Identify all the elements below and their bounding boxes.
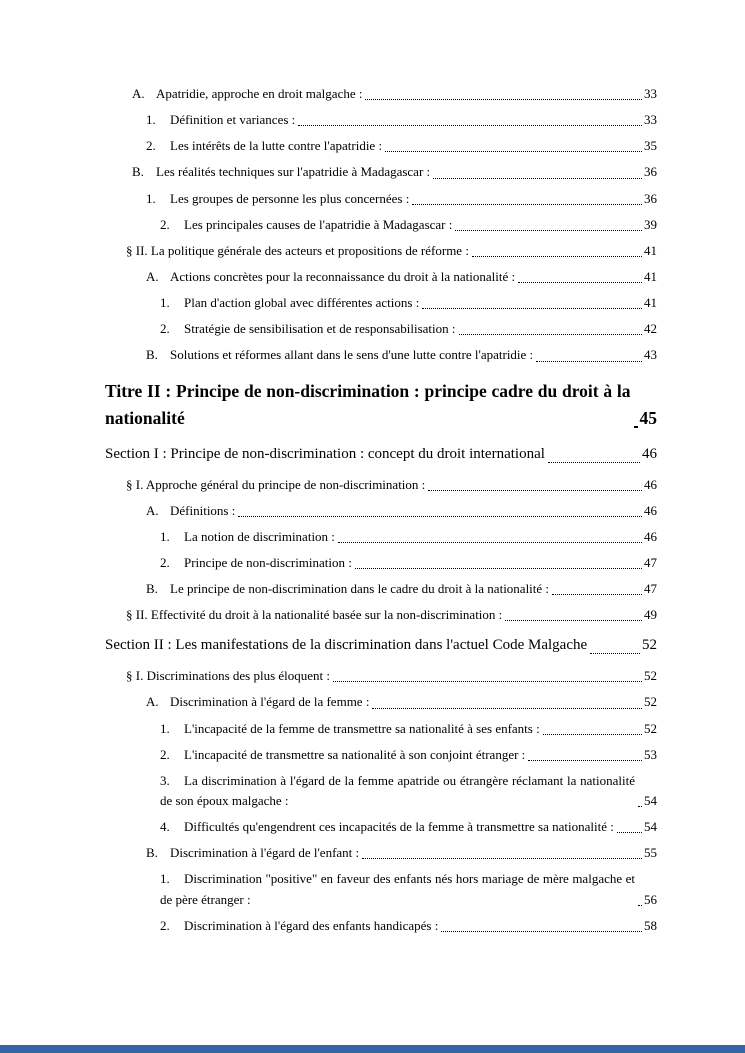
toc-entry xyxy=(160,817,657,837)
toc-entry xyxy=(126,666,657,686)
toc-page-number: 45 xyxy=(639,408,657,429)
toc-entry-content xyxy=(126,605,502,625)
toc-entry xyxy=(146,267,657,287)
toc-entry xyxy=(146,110,657,130)
toc-entry-content xyxy=(160,215,452,235)
toc-entry-label: A. xyxy=(146,268,159,284)
dot-leader xyxy=(505,620,642,621)
toc-entry xyxy=(160,319,657,339)
toc-entry-text: Discrimination à l'égard de la femme : xyxy=(170,694,370,710)
toc-entry-content xyxy=(160,527,335,547)
toc-entry-label: A. xyxy=(146,694,159,710)
toc-entry-text: Les réalités techniques sur l'apatridie à Madagascar : xyxy=(156,164,431,180)
dot-leader xyxy=(333,681,642,682)
toc-entry-label: 2. xyxy=(160,746,170,762)
toc-entry-label: B. xyxy=(132,164,144,180)
toc-page-number: 52 xyxy=(644,668,657,684)
toc-entry-content xyxy=(132,84,362,104)
toc-entry-text: Actions concrètes pour la reconnaissance du droit à la nationalité : xyxy=(170,268,516,284)
toc-entry-content xyxy=(146,189,409,209)
toc-page-number: 55 xyxy=(644,845,657,861)
dot-leader xyxy=(543,734,642,735)
dot-leader xyxy=(617,832,642,833)
toc-entry-text: L'incapacité de transmettre sa nationalité à son conjoint étranger : xyxy=(184,746,526,762)
toc-page-number: 35 xyxy=(644,138,657,154)
toc-entry xyxy=(160,916,657,936)
dot-leader xyxy=(472,256,642,257)
toc-entry-text: § II. La politique générale des acteurs et propositions de réforme : xyxy=(126,242,469,258)
toc-entry-content xyxy=(146,267,515,287)
dot-leader xyxy=(552,594,642,595)
dot-leader xyxy=(518,282,642,283)
toc-page-number: 41 xyxy=(644,268,657,284)
dot-leader xyxy=(528,760,642,761)
toc-page-number: 43 xyxy=(644,347,657,363)
toc-entry-text: § II. Effectivité du droit à la nationalité basée sur la non-discrimination : xyxy=(126,607,503,623)
dot-leader xyxy=(536,361,642,362)
toc-entry-content xyxy=(160,745,525,765)
dot-leader xyxy=(590,653,640,654)
toc-entry-content xyxy=(126,241,469,261)
toc-entry-text: Difficultés qu'engendrent ces incapacités de la femme à transmettre sa nationalité : xyxy=(184,819,614,835)
toc-entry-content xyxy=(126,666,330,686)
toc-entry xyxy=(146,843,657,863)
toc-entry-text: La discrimination à l'égard de la femme apatride ou étrangère réclamant la nationalité de son époux malgache : xyxy=(160,772,635,808)
toc-entry-text: Principe de non-discrimination : xyxy=(184,555,352,571)
toc-entry-label: 2. xyxy=(160,917,170,933)
dot-leader xyxy=(372,708,642,709)
toc-entry-content xyxy=(105,378,631,433)
toc-entry-text: Section I : Principe de non-discrimination : concept du droit international xyxy=(105,445,545,462)
toc-page-number: 41 xyxy=(644,242,657,258)
toc-entry xyxy=(105,378,657,433)
toc-entry-label: B. xyxy=(146,347,158,363)
toc-entry xyxy=(160,745,657,765)
toc-entry-text: § I. Approche général du principe de non-discrimination : xyxy=(126,476,426,492)
dot-leader xyxy=(428,490,642,491)
toc-entry xyxy=(160,869,657,909)
dot-leader xyxy=(238,516,642,517)
toc-entry xyxy=(160,771,657,811)
toc-entry-content xyxy=(160,916,438,936)
toc-entry-content xyxy=(146,579,549,599)
toc-entry-label: 1. xyxy=(146,190,156,206)
toc-entry xyxy=(146,501,657,521)
dot-leader xyxy=(298,125,642,126)
toc-entry-text: Définition et variances : xyxy=(170,112,296,128)
toc-entry xyxy=(146,136,657,156)
dot-leader xyxy=(459,334,642,335)
dot-leader xyxy=(422,308,642,309)
toc-entry-text: § I. Discriminations des plus éloquent : xyxy=(126,668,331,684)
dot-leader xyxy=(385,151,642,152)
toc-entry xyxy=(160,293,657,313)
toc-entry-text: Titre II : Principe de non-discrimination : principe cadre du droit à la nationalité xyxy=(105,380,631,429)
toc-page-number: 56 xyxy=(644,891,657,907)
toc-entry-content xyxy=(160,869,635,909)
toc-entry-label: 1. xyxy=(146,112,156,128)
toc-entry-label: 1. xyxy=(160,528,170,544)
toc-entry-content xyxy=(132,162,430,182)
dot-leader xyxy=(338,542,642,543)
toc-page-number: 52 xyxy=(644,694,657,710)
toc-entry xyxy=(146,692,657,712)
toc-entry-content xyxy=(160,771,635,811)
toc-entry-label: 2. xyxy=(160,216,170,232)
toc-entry-text: Section II : Les manifestations de la discrimination dans l'actuel Code Malgache xyxy=(105,637,588,654)
toc-entry-content xyxy=(105,442,545,468)
toc-entry-content xyxy=(146,692,369,712)
toc-entry-text: Définitions : xyxy=(170,502,236,518)
toc-entry-text: Solutions et réformes allant dans le sens d'une lutte contre l'apatridie : xyxy=(170,347,534,363)
toc-entry-text: La notion de discrimination : xyxy=(184,528,335,544)
toc-page-number: 41 xyxy=(644,295,657,311)
toc-page-number: 53 xyxy=(644,746,657,762)
toc-page-number: 49 xyxy=(644,607,657,623)
toc-page-number: 46 xyxy=(644,502,657,518)
toc-entry xyxy=(160,719,657,739)
toc-entry-content xyxy=(146,110,295,130)
toc-entry-content xyxy=(160,817,614,837)
toc-entry xyxy=(132,162,657,182)
toc-entry xyxy=(160,553,657,573)
toc-entry-content xyxy=(160,719,540,739)
toc-page-number: 42 xyxy=(644,321,657,337)
toc-entry-label: 3. xyxy=(160,772,170,788)
toc-entry-text: Apatridie, approche en droit malgache : xyxy=(156,86,363,101)
toc-entry xyxy=(105,633,657,659)
dot-leader xyxy=(548,462,640,463)
dot-leader xyxy=(412,204,642,205)
bottom-bar xyxy=(0,1045,745,1053)
dot-leader xyxy=(365,99,642,100)
toc-entry xyxy=(146,189,657,209)
dot-leader xyxy=(355,568,642,569)
toc-entry-label: 2. xyxy=(146,138,156,154)
toc-entry-label: B. xyxy=(146,581,158,597)
toc-entry xyxy=(105,442,657,468)
toc-entry-text: Plan d'action global avec différentes actions : xyxy=(184,295,420,311)
toc-entry-text: Stratégie de sensibilisation et de responsabilisation : xyxy=(184,321,456,337)
toc-entry-content xyxy=(105,633,587,659)
toc-entry xyxy=(126,241,657,261)
toc-entry-text: Discrimination à l'égard de l'enfant : xyxy=(170,845,360,861)
toc-entry-text: Les groupes de personne les plus concernées : xyxy=(170,190,410,206)
toc-entry-label: 2. xyxy=(160,555,170,571)
toc-entry-content xyxy=(146,843,359,863)
dot-leader xyxy=(362,858,642,859)
toc-entry xyxy=(160,527,657,547)
toc-page-number: 33 xyxy=(644,86,657,101)
toc-page-number: 46 xyxy=(642,445,657,462)
toc-page-number: 47 xyxy=(644,555,657,571)
toc-entry xyxy=(146,579,657,599)
toc-entry-label: 4. xyxy=(160,819,170,835)
toc-entry-label: 1. xyxy=(160,295,170,311)
toc-entry-text: Discrimination "positive" en faveur des enfants nés hors mariage de mère malgache et de père étranger : xyxy=(160,871,635,907)
toc-page-number: 54 xyxy=(644,792,657,808)
toc-entry-content xyxy=(160,319,456,339)
toc-entry-content xyxy=(160,293,419,313)
toc-page-number: 52 xyxy=(644,720,657,736)
toc-entry-label: 2. xyxy=(160,321,170,337)
dot-leader xyxy=(638,905,642,906)
toc-entry-label: B. xyxy=(146,845,158,861)
toc-entry-label: 1. xyxy=(160,871,170,887)
dot-leader xyxy=(433,178,642,179)
toc-entry-label: A. xyxy=(146,502,159,518)
toc-page-number: 36 xyxy=(644,164,657,180)
toc-page-number: 36 xyxy=(644,190,657,206)
dot-leader xyxy=(638,806,642,807)
toc-entry-content xyxy=(126,475,425,495)
toc-entry xyxy=(132,84,657,104)
toc-entry xyxy=(126,605,657,625)
toc-page-number: 46 xyxy=(644,528,657,544)
toc-page-number: 46 xyxy=(644,476,657,492)
toc-page-number: 54 xyxy=(644,819,657,835)
toc-page-number: 47 xyxy=(644,581,657,597)
toc-page-number: 39 xyxy=(644,216,657,232)
toc-entry-text: Le principe de non-discrimination dans le cadre du droit à la nationalité : xyxy=(170,581,550,597)
toc-entry-text: L'incapacité de la femme de transmettre sa nationalité à ses enfants : xyxy=(184,720,540,736)
toc-page-number: 58 xyxy=(644,917,657,933)
dot-leader xyxy=(455,230,642,231)
toc-entry-text: Les principales causes de l'apatridie à Madagascar : xyxy=(184,216,453,232)
dot-leader xyxy=(634,426,638,428)
toc-entry xyxy=(146,345,657,365)
toc-entry-content xyxy=(146,501,235,521)
toc-page-number: 33 xyxy=(644,112,657,128)
toc-entry-text: Les intérêts de la lutte contre l'apatridie : xyxy=(170,138,383,154)
toc-entry-label: A. xyxy=(132,86,145,101)
toc-entry-content xyxy=(146,345,533,365)
toc-entry-text: Discrimination à l'égard des enfants handicapés : xyxy=(184,917,439,933)
toc-entry-label: 1. xyxy=(160,720,170,736)
dot-leader xyxy=(441,931,642,932)
toc-entry xyxy=(126,475,657,495)
toc-page-number: 52 xyxy=(642,637,657,654)
toc-entry-content xyxy=(146,136,382,156)
toc-entry-content xyxy=(160,553,352,573)
toc-entry xyxy=(160,215,657,235)
